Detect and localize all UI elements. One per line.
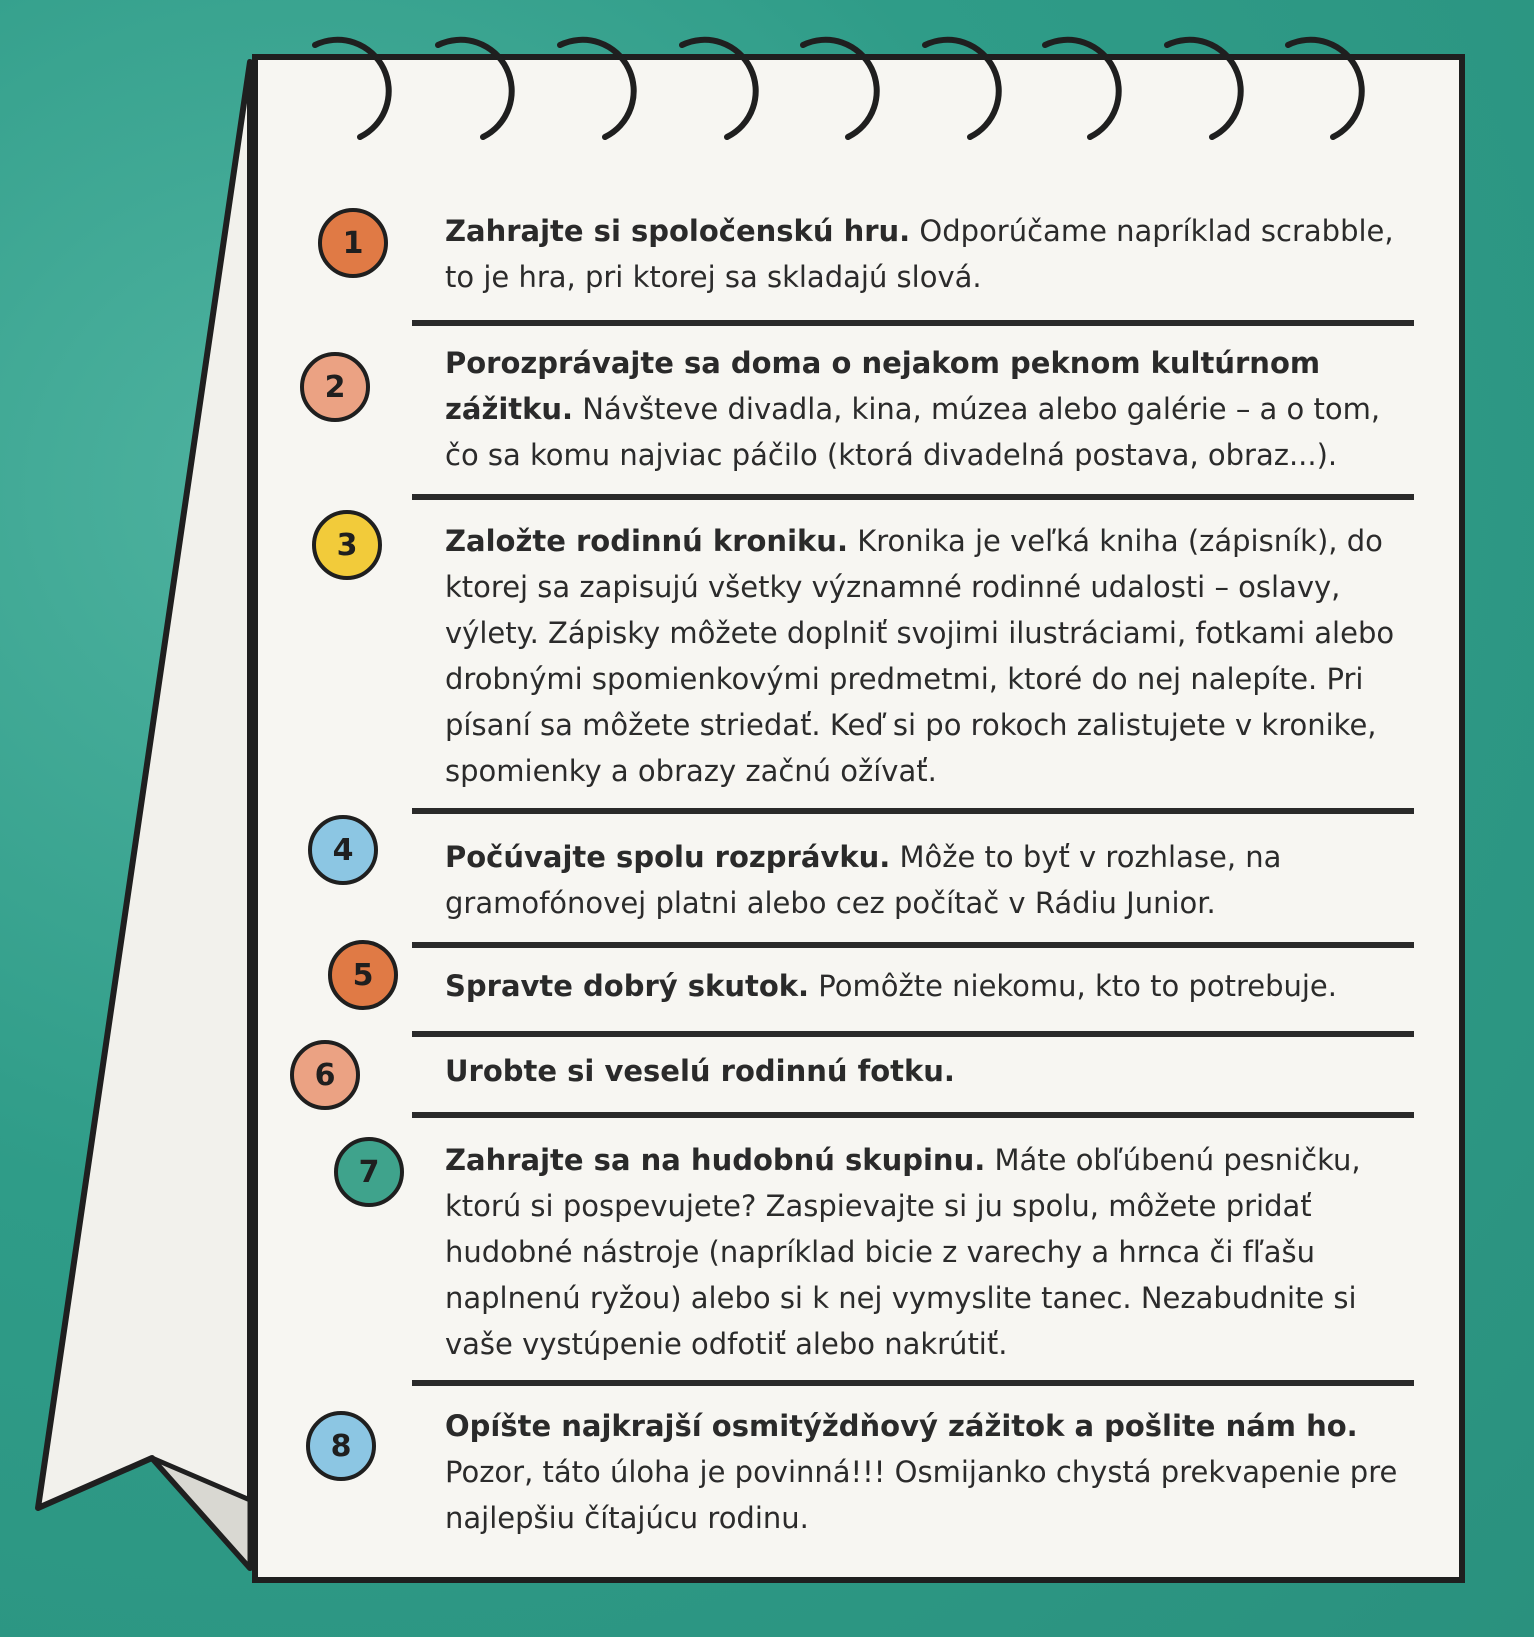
task-item-1: [445, 208, 1405, 300]
task-item-3: [445, 518, 1405, 794]
badge-number: 8: [330, 1428, 352, 1464]
number-badge-7: [334, 1137, 404, 1207]
badge-number: 1: [342, 225, 364, 261]
task-title: Zahrajte sa na hudobnú skupinu.: [445, 1143, 986, 1177]
task-title: Porozprávajte sa doma o nejakom peknom kultúrnom zážitku.: [445, 346, 1321, 426]
notepad-stand: [38, 62, 250, 1568]
task-title: Spravte dobrý skutok.: [445, 969, 810, 1003]
badge-number: 4: [332, 832, 354, 868]
task-description: Máte obľúbenú pesničku, ktorú si pospevujete? Zaspievajte si ju spolu, môžete pridať hudobné nástroje (napríklad bicie z varechy a hrnca či fľašu naplnenú ryžou) alebo si k nej vymyslite tanec. Nezabudnite si vaše vystúpenie odfotiť alebo nakrútiť.: [445, 1143, 1361, 1361]
task-item-7: [445, 1137, 1405, 1367]
task-title: Opíšte najkrajší osmitýždňový zážitok a pošlite nám ho.: [445, 1409, 1358, 1443]
task-item-6: [445, 1048, 1405, 1094]
task-title: Urobte si veselú rodinnú fotku.: [445, 1054, 955, 1088]
badge-number: 2: [324, 369, 346, 405]
number-badge-3: [312, 510, 382, 580]
number-badge-8: [306, 1411, 376, 1481]
task-description: Môže to byť v rozhlase, na gramofónovej platni alebo cez počítač v Rádiu Junior.: [445, 840, 1282, 920]
task-description: Pozor, táto úloha je povinná!!! Osmijanko chystá prekvapenie pre najlepšiu čítajúcu rodinu.: [445, 1455, 1398, 1535]
number-badge-6: [290, 1040, 360, 1110]
task-item-4: [445, 834, 1405, 926]
task-description: Pomôžte niekomu, kto to potrebuje.: [809, 969, 1337, 1003]
task-item-8: [445, 1403, 1405, 1541]
number-badge-5: [328, 940, 398, 1010]
number-badge-2: [300, 352, 370, 422]
task-item-5: [445, 963, 1405, 1009]
badge-number: 5: [352, 957, 374, 993]
task-item-2: [445, 340, 1405, 478]
task-description: Kronika je veľká kniha (zápisník), do ktorej sa zapisujú všetky významné rodinné udalosti – oslavy, výlety. Zápisky môžete doplniť svojimi ilustráciami, fotkami alebo drobnými spomienkovými predmetmi, ktoré do nej nalepíte. Pri písaní sa môžete striedať. Keď si po rokoch zalistujete v kronike, spomienky a obrazy začnú ožívať.: [445, 524, 1395, 788]
task-description: Návšteve divadla, kina, múzea alebo galérie – a o tom, čo sa komu najviac páčilo (ktorá divadelná postava, obraz...).: [445, 392, 1381, 472]
number-badge-4: [308, 815, 378, 885]
task-title: Počúvajte spolu rozprávku.: [445, 840, 891, 874]
task-title: Zahrajte si spoločenskú hru.: [445, 214, 911, 248]
number-badge-1: [318, 208, 388, 278]
task-description: Odporúčame napríklad scrabble, to je hra, pri ktorej sa skladajú slová.: [445, 214, 1394, 294]
task-title: Založte rodinnú kroniku.: [445, 524, 848, 558]
badge-number: 7: [358, 1154, 380, 1190]
badge-number: 3: [336, 527, 358, 563]
badge-number: 6: [314, 1057, 336, 1093]
